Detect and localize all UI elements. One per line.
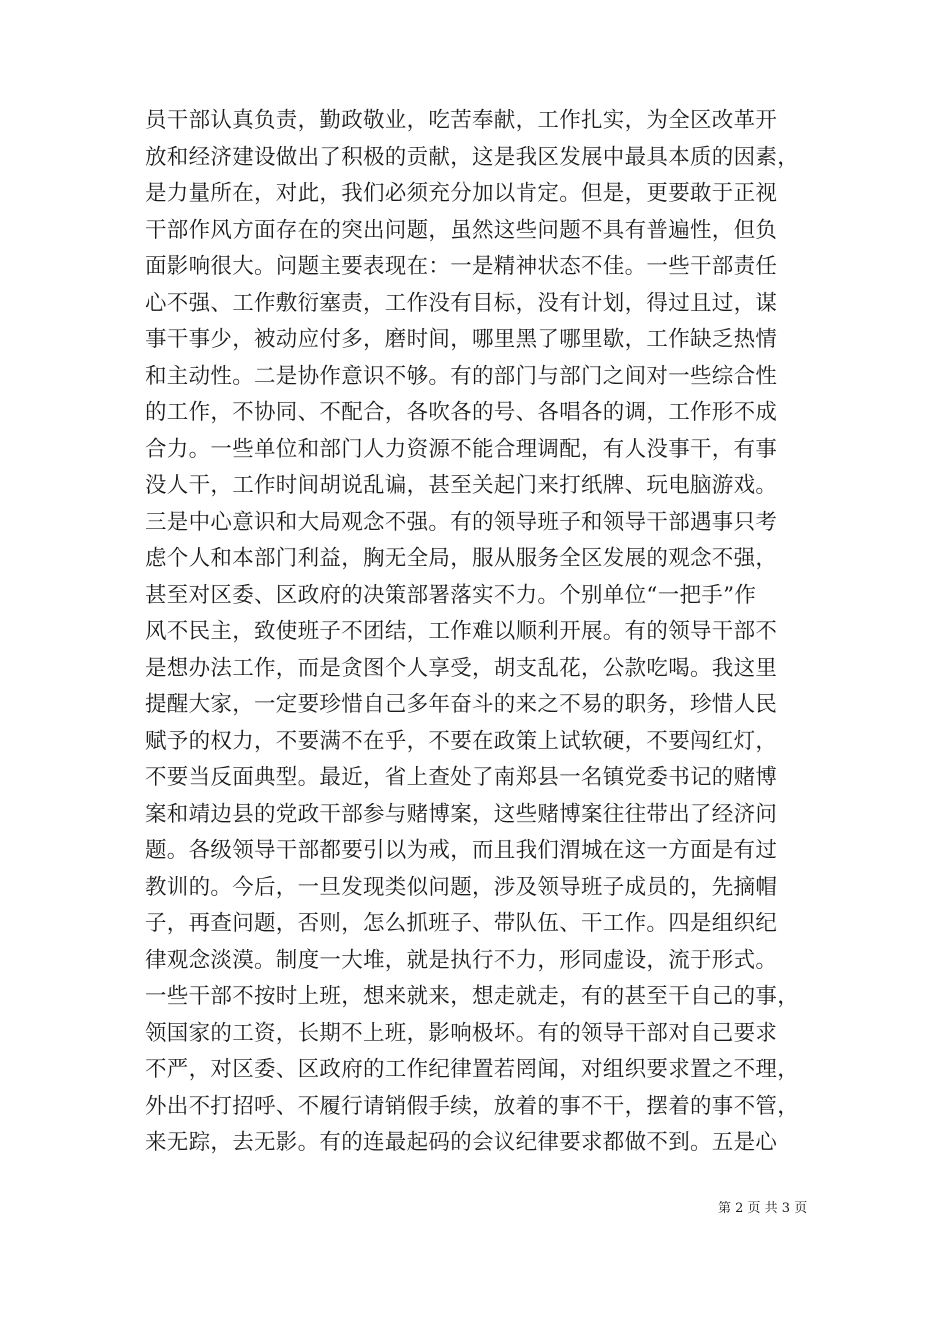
text-line: 三是中心意识和大局观念不强。有的领导班子和领导干部遇事只考 <box>145 509 778 535</box>
text-line: 甚至对区委、区政府的决策部署落实不力。个别单位“一把手”作 <box>145 582 757 608</box>
text-line: 来无踪，去无影。有的连最起码的会议纪律要求都做不到。五是心 <box>145 1130 778 1155</box>
text-line: 和主动性。二是协作意识不够。有的部门与部门之间对一些综合性 <box>145 363 778 389</box>
text-line: 事干事少，被动应付多，磨时间，哪里黑了哪里歇，工作缺乏热情 <box>145 327 778 352</box>
text-line: 是想办法工作，而是贪图个人享受，胡支乱花，公款吃喝。我这里 <box>145 655 778 681</box>
text-line: 是力量所在，对此，我们必须充分加以肯定。但是，更要敢于正视 <box>145 181 778 206</box>
text-line: 心不强、工作敷衍塞责，工作没有目标，没有计划，得过且过，谋 <box>145 290 778 316</box>
page-number-footer: 第 2 页 共 3 页 <box>718 1201 808 1216</box>
text-line: 外出不打招呼、不履行请销假手续，放着的事不干，摆着的事不管， <box>145 1093 800 1119</box>
text-line: 不严，对区委、区政府的工作纪律置若罔闻，对组织要求置之不理， <box>145 1057 800 1082</box>
text-line: 风不民主，致使班子不团结，工作难以顺利开展。有的领导干部不 <box>145 619 778 644</box>
text-line: 的工作，不协同、不配合，各吹各的号、各唱各的调，工作形不成 <box>145 400 778 425</box>
text-line: 子，再查问题，否则，怎么抓班子、带队伍、干工作。四是组织纪 <box>145 911 778 936</box>
text-line: 提醒大家，一定要珍惜自己多年奋斗的来之不易的职务，珍惜人民 <box>145 692 778 717</box>
text-line: 领国家的工资，长期不上班，影响极坏。有的领导干部对自己要求 <box>145 1020 778 1046</box>
text-line: 教训的。今后，一旦发现类似问题，涉及领导班子成员的，先摘帽 <box>145 874 778 900</box>
text-line: 赋予的权力，不要满不在乎，不要在政策上试软硬，不要闯红灯， <box>145 728 778 754</box>
text-line: 员干部认真负责，勤政敬业，吃苦奉献，工作扎实，为全区改革开 <box>145 108 778 133</box>
body-text <box>145 103 815 1162</box>
text-line: 题。各级领导干部都要引以为戒，而且我们渭城在这一方面是有过 <box>145 838 778 863</box>
text-line: 干部作风方面存在的突出问题，虽然这些问题不具有普遍性，但负 <box>145 217 778 243</box>
text-line: 合力。一些单位和部门人力资源不能合理调配，有人没事干，有事 <box>145 436 778 462</box>
text-line: 律观念淡漠。制度一大堆，就是执行不力，形同虚设，流于形式。 <box>145 947 778 973</box>
text-line: 一些干部不按时上班，想来就来，想走就走，有的甚至干自己的事， <box>145 984 800 1009</box>
text-line: 虑个人和本部门利益，胸无全局，服从服务全区发展的观念不强， <box>145 546 778 571</box>
text-line: 面影响很大。问题主要表现在：一是精神状态不佳。一些干部责任 <box>145 254 778 279</box>
text-line: 案和靖边县的党政干部参与赌博案，这些赌博案往往带出了经济问 <box>145 801 778 827</box>
text-line: 没人干，工作时间胡说乱谝，甚至关起门来打纸牌、玩电脑游戏。 <box>145 473 778 498</box>
text-line: 放和经济建设做出了积极的贡献，这是我区发展中最具本质的因素， <box>145 144 800 170</box>
text-line: 不要当反面典型。最近，省上查处了南郑县一名镇党委书记的赌博 <box>145 765 778 790</box>
